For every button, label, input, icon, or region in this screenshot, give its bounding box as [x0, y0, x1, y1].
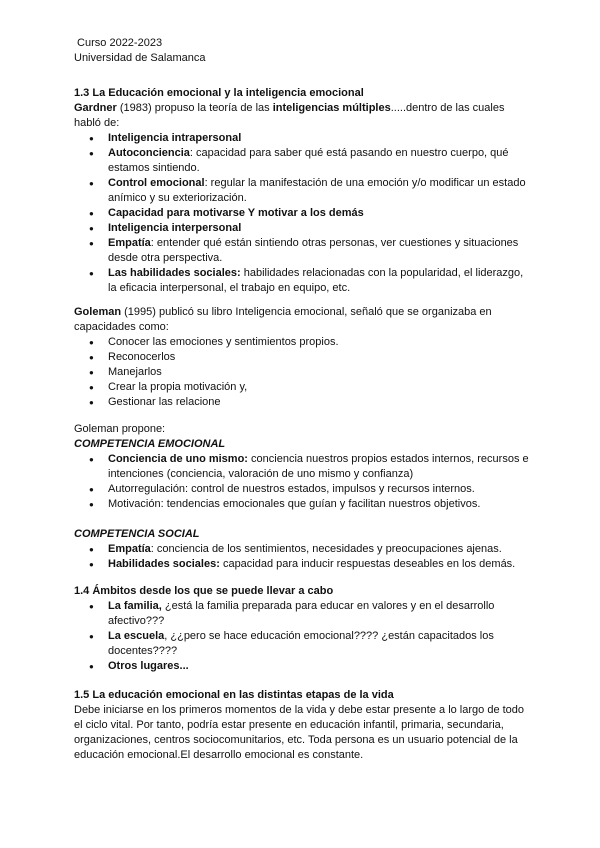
section-1-4-title: 1.4 Ámbitos desde los que se puede llevar a cabo	[74, 585, 334, 597]
list-item	[74, 542, 534, 557]
item-text: habilidades relacionadas con la popularidad, el liderazgo, la eficacia interpersonal, el trabajo en equipo, etc.	[108, 267, 524, 294]
item-text: : entender qué están sintiendo otras personas, ver cuestiones y situaciones desde otra perspectiva.	[108, 237, 519, 264]
goleman-section	[74, 305, 534, 410]
emocional-list	[74, 452, 534, 512]
section-1-3	[74, 86, 534, 296]
item-bold: Inteligencia intrapersonal	[108, 132, 242, 144]
list-item: ● Reconocerlos	[74, 350, 534, 365]
item-text: conciencia nuestros propios estados internos, recursos e intenciones (conciencia, valoración de uno mismo y confianza)	[108, 453, 529, 480]
list-item: ● Gestionar las relacione	[74, 395, 534, 410]
social-list	[74, 542, 534, 572]
item-bold: Capacidad para motivarse Y motivar a los demás	[108, 207, 364, 219]
section-1-3-title: 1.3 La Educación emocional y la inteligencia emocional	[74, 87, 364, 99]
item-bold: Autoconciencia	[108, 147, 190, 159]
list-item	[74, 221, 534, 236]
intro-text-2: .....dentro de las cuales habló de:	[74, 102, 505, 129]
item-bold: Habilidades sociales:	[108, 558, 220, 570]
item-bold: La escuela	[108, 630, 165, 642]
item-bold: La familia,	[108, 600, 162, 612]
goleman-text: (1995) publicó su libro Inteligencia emocional, señaló que se organizaba en capacidades como:	[74, 306, 492, 333]
section-1-4	[74, 584, 534, 674]
item-bold: Empatía	[108, 543, 151, 555]
item-text: , ¿¿pero se hace educación emocional???? ¿están capacitados los docentes????	[108, 630, 494, 657]
intro-bold-2: inteligencias múltiples	[272, 102, 391, 114]
list-item: ● Manejarlos	[74, 365, 534, 380]
list-item	[74, 146, 534, 176]
section-1-5-title: 1.5 La educación emocional en las distintas etapas de la vida	[74, 689, 394, 701]
list-item: ● Conocer las emociones y sentimientos propios.	[74, 335, 534, 350]
section-1-5	[74, 688, 534, 763]
course-year: Curso 2022-2023	[74, 37, 163, 49]
list-item	[74, 497, 534, 512]
ambitos-list	[74, 599, 534, 674]
item-text: Autorregulación: control de nuestros estados, impulsos y recursos internos.	[108, 483, 475, 495]
intro-text-1: (1983) propuso la teoría de las	[116, 102, 273, 114]
item-text: : capacidad para saber qué está pasando en nuestro cuerpo, qué estamos sintiendo.	[108, 147, 509, 174]
item-text: : regular la manifestación de una emoción y/o modificar un estado anímico y su exteriorización.	[108, 177, 526, 204]
item-text: capacidad para inducir respuestas deseables en los demás.	[219, 558, 516, 570]
item-text: Motivación: tendencias emocionales que guían y facilitan nuestros objetivos.	[108, 498, 481, 510]
list-item	[74, 206, 534, 221]
gardner-list	[74, 131, 534, 296]
list-item: ● Crear la propia motivación y,	[74, 380, 534, 395]
list-item	[74, 599, 534, 629]
item-text: ¿está la familia preparada para educar en valores y en el desarrollo afectivo???	[108, 600, 495, 627]
item-text: : conciencia de los sentimientos, necesidades y preocupaciones ajenas.	[150, 543, 502, 555]
list-item	[74, 266, 534, 296]
gardner-name: Gardner	[74, 102, 117, 114]
document-header	[74, 36, 205, 66]
section-1-3-intro	[74, 101, 534, 131]
propone-label: Goleman propone:	[74, 423, 166, 435]
item-bold: Las habilidades sociales:	[108, 267, 241, 279]
list-item	[74, 482, 534, 497]
goleman-name: Goleman	[74, 306, 122, 318]
list-item	[74, 131, 534, 146]
list-item	[74, 629, 534, 659]
item-bold: Empatía	[108, 237, 151, 249]
list-item	[74, 557, 534, 572]
item-bold: Inteligencia interpersonal	[108, 222, 242, 234]
list-item	[74, 659, 534, 674]
item-bold: Conciencia de uno mismo:	[108, 453, 248, 465]
university-name: Universidad de Salamanca	[74, 52, 206, 64]
goleman-propone-section	[74, 422, 534, 572]
list-item	[74, 176, 534, 206]
list-item	[74, 452, 534, 482]
list-item	[74, 236, 534, 266]
goleman-list	[74, 335, 534, 410]
goleman-intro	[74, 305, 534, 335]
section-1-5-text: Debe iniciarse en los primeros momentos de la vida y debe estar presente a lo largo de todo el ciclo vital. Por tanto, podría estar presente en educación infantil, primaria, secundaria, organizaciones, centros sociocomunitarios, etc. Toda persona es un usuario potencial de la educación emocional.El desarrollo emocional es constante.	[74, 704, 525, 761]
item-bold: Otros lugares...	[108, 660, 189, 672]
item-bold: Control emocional	[108, 177, 205, 189]
competencia-emocional-heading: COMPETENCIA EMOCIONAL	[74, 438, 226, 450]
competencia-social-heading: COMPETENCIA SOCIAL	[74, 528, 200, 540]
